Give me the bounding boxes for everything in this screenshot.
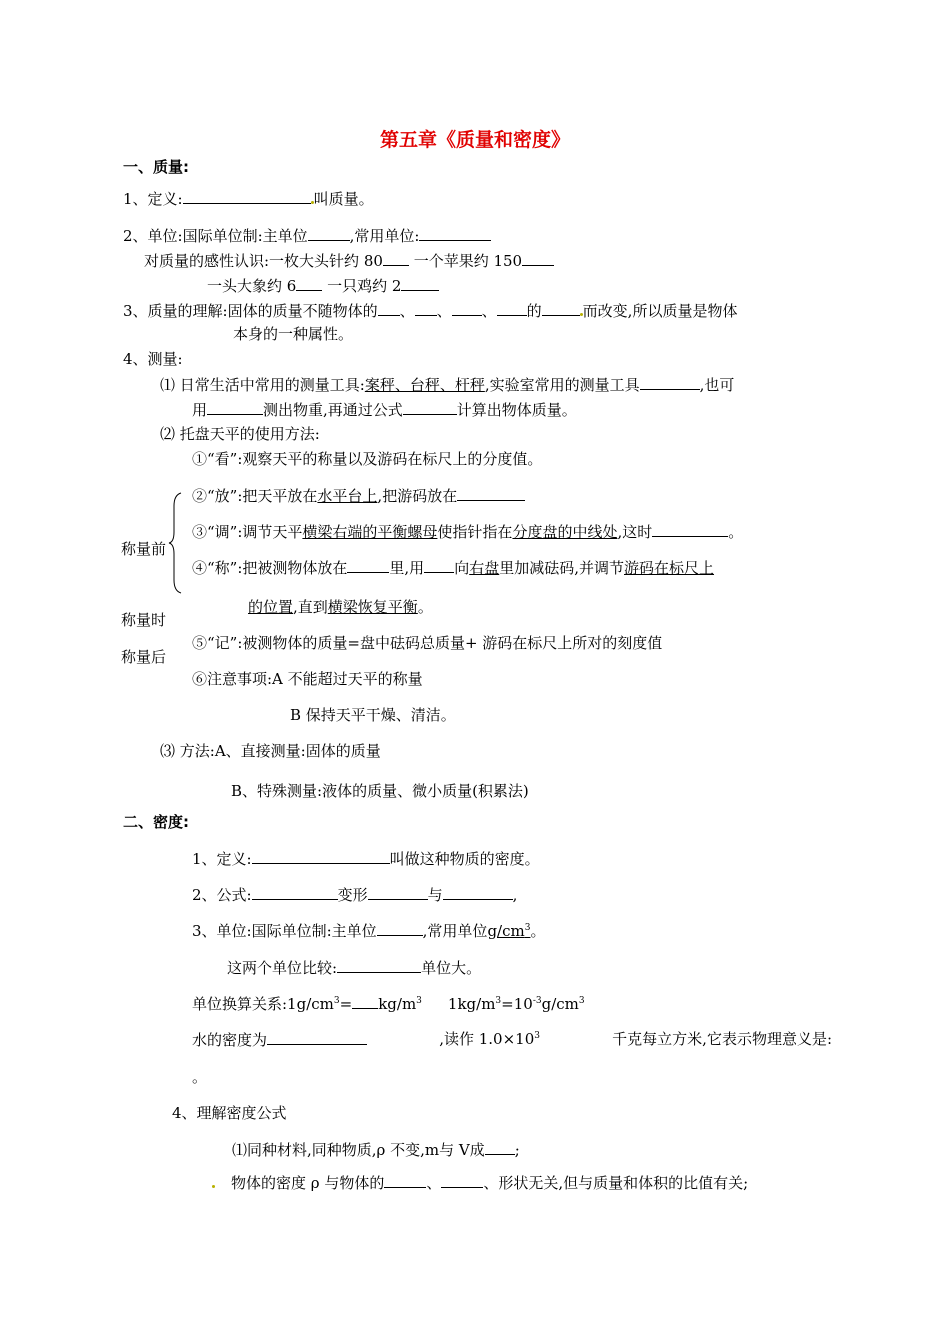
- understanding-1: ⑴同种材料,同种物质,ρ 不变,m与 V成 ;: [232, 1141, 520, 1159]
- label-before-weighing: 称量前: [121, 540, 167, 558]
- blank[interactable]: [347, 557, 389, 573]
- blank[interactable]: [415, 300, 437, 316]
- section-heading-mass: 一、质量:: [123, 158, 189, 176]
- blank[interactable]: [252, 848, 390, 864]
- blank[interactable]: [267, 1029, 367, 1045]
- step-notes: ⑥注意事项:A 不能超过天平的称量: [192, 670, 423, 688]
- unit-conversion: 单位换算关系$:1g/cm^3= kg/m^3$ $1kg/m^3=10^{-3}g/cm^3$: [192, 995, 585, 1013]
- blank[interactable]: [497, 300, 527, 316]
- blank[interactable]: [401, 275, 439, 291]
- blank[interactable]: [640, 374, 700, 390]
- blank[interactable]: [522, 250, 554, 266]
- mass-understanding: 3、质量的理解:固体的质量不随物体的 、 、 、 的 而改变,所以质量是物体: [123, 302, 738, 320]
- blank[interactable]: [207, 399, 263, 415]
- label-after-weighing: 称量后: [121, 648, 167, 666]
- step-place: ②“放”:把天平放在水平台上,把游码放在: [192, 485, 525, 506]
- method-line-1: ⑶ 方法:A、直接测量:固体的质量: [160, 742, 381, 760]
- page-title: 第五章《质量和密度》: [379, 129, 570, 151]
- blank[interactable]: [377, 920, 423, 936]
- blank[interactable]: [443, 884, 513, 900]
- density-formula: 2、公式: 变形 与 ,: [192, 886, 518, 904]
- blank[interactable]: [308, 225, 350, 241]
- blank[interactable]: [441, 1172, 483, 1188]
- blank[interactable]: [368, 884, 428, 900]
- mass-sense-1: 对质量的感性认识:一枚大头针约 80 一个苹果约 150: [144, 250, 554, 271]
- blank[interactable]: [485, 1139, 515, 1155]
- mass-sense-2: 一头大象约 6 一只鸡约 2: [207, 275, 439, 296]
- density-formula-understanding: 4、理解密度公式: [172, 1104, 287, 1122]
- step-weigh: ④“称”:把被测物体放在 里,用 向右盘里加减砝码,并调节游码在标尺上: [192, 559, 715, 577]
- blank[interactable]: [252, 884, 338, 900]
- density-definition: 1、定义: 叫做这种物质的密度。: [192, 850, 540, 868]
- density-unit: 3、单位:国际单位制:主单位 ,常用单位$g/cm^3$。: [192, 922, 546, 940]
- mass-understanding-2: 本身的一种属性。: [233, 325, 354, 343]
- tools-line-2: 用 测出物重,再通过公式 计算出物体质量。: [192, 401, 577, 419]
- blank[interactable]: [542, 300, 580, 316]
- blank[interactable]: [352, 993, 378, 1009]
- blank[interactable]: [403, 399, 457, 415]
- mass-unit: 2、单位:国际单位制:主单位 ,常用单位:: [123, 225, 491, 246]
- blank[interactable]: [452, 300, 482, 316]
- blank[interactable]: [652, 521, 728, 537]
- blank[interactable]: [419, 225, 491, 241]
- blank[interactable]: [296, 275, 322, 291]
- blank[interactable]: [378, 300, 400, 316]
- understanding-2: 物体的密度 ρ 与物体的 、 、形状无关,但与质量和体积的比值有关;: [212, 1172, 748, 1193]
- measure-heading: 4、测量:: [123, 350, 183, 368]
- mark-dot: [212, 1185, 215, 1188]
- tray-balance-heading: ⑵ 托盘天平的使用方法:: [160, 425, 320, 443]
- blank[interactable]: [424, 557, 454, 573]
- blank[interactable]: [183, 188, 311, 204]
- section-heading-density: 二、密度:: [123, 813, 189, 831]
- blank[interactable]: [457, 485, 525, 501]
- step-adjust: ③“调”:调节天平横梁右端的平衡螺母使指针指在分度盘的中线处,这时 。: [192, 523, 744, 541]
- blank[interactable]: [337, 957, 421, 973]
- blank[interactable]: [384, 1172, 426, 1188]
- water-density-line: 水的密度为 ,读作 $1.0\times 10^3$ 千克每立方米,它表示物理意义是:: [192, 1030, 832, 1049]
- step-weigh-2: 的位置,直到横梁恢复平衡。: [248, 598, 433, 616]
- step-record: ⑤“记”:被测物体的质量=盘中砝码总质量+ 游码在标尺上所对的刻度值: [192, 634, 663, 652]
- unit-comparison: 这两个单位比较: 单位大。: [227, 959, 482, 977]
- method-line-2: B、特殊测量:液体的质量、微小质量(积累法): [231, 782, 529, 800]
- brace-icon: [168, 492, 182, 594]
- step-notes-b: B 保持天平干燥、清洁。: [290, 706, 456, 724]
- label-during-weighing: 称量时: [121, 611, 167, 629]
- water-density-end: 。: [192, 1068, 208, 1086]
- blank[interactable]: [383, 250, 409, 266]
- tools-line-1: ⑴ 日常生活中常用的测量工具:案秤、台秤、杆秤,实验室常用的测量工具 ,也可: [160, 376, 735, 394]
- mass-definition: 1、定义: 叫质量。: [123, 190, 374, 208]
- step-look: ①“看”:观察天平的称量以及游码在标尺上的分度值。: [192, 450, 543, 468]
